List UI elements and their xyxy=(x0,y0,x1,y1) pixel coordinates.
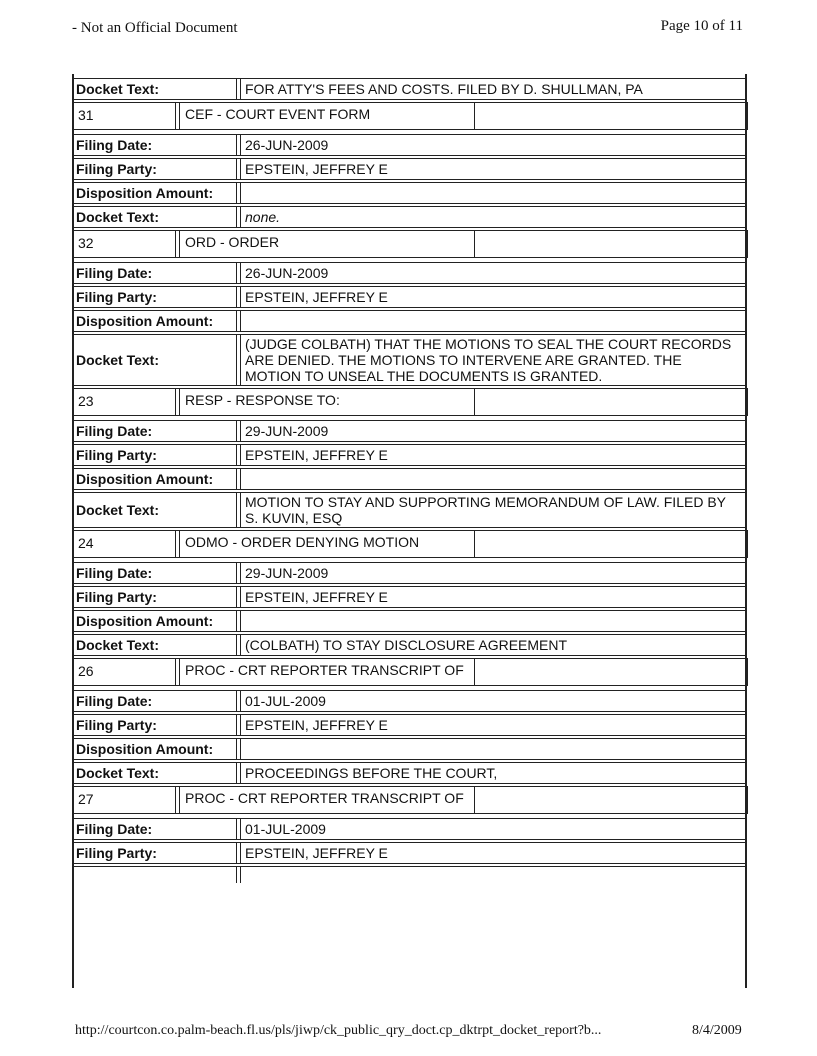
disposition-amount-row xyxy=(72,310,746,332)
docket-entry-header xyxy=(72,230,748,258)
docket-text-label: Docket Text: xyxy=(73,635,237,655)
docket-text-label: Docket Text: xyxy=(73,207,237,227)
filing-party-value: EPSTEIN, JEFFREY E xyxy=(240,843,745,863)
entry-number: 32 xyxy=(73,231,176,257)
filing-party-label: Filing Party: xyxy=(73,287,237,307)
right-page-edge-line xyxy=(745,74,747,988)
filing-date-value: 29-JUN-2009 xyxy=(240,421,745,441)
entry-number: 23 xyxy=(73,389,176,415)
docket-text-row xyxy=(72,206,746,228)
disposition-amount-label: Disposition Amount: xyxy=(73,311,237,331)
disposition-amount-value xyxy=(240,739,745,759)
docket-text-row xyxy=(72,762,746,784)
filing-party-value: EPSTEIN, JEFFREY E xyxy=(240,715,745,735)
disposition-amount-label: Disposition Amount: xyxy=(73,183,237,203)
disposition-amount-row xyxy=(72,182,746,204)
disposition-amount-value xyxy=(240,311,745,331)
filing-date-row xyxy=(72,690,746,712)
filing-date-value: 26-JUN-2009 xyxy=(240,135,745,155)
filing-party-value: EPSTEIN, JEFFREY E xyxy=(240,159,745,179)
filing-date-row xyxy=(72,420,746,442)
docket-text-label: Docket Text: xyxy=(73,79,237,99)
entry-type: RESP - RESPONSE TO: xyxy=(179,389,475,415)
docket-text-row xyxy=(72,78,746,100)
filing-party-label: Filing Party: xyxy=(73,843,237,863)
disposition-amount-label: Disposition Amount: xyxy=(73,469,237,489)
disposition-amount-value xyxy=(240,183,745,203)
docket-text-label: Docket Text: xyxy=(73,493,237,527)
filing-party-label: Filing Party: xyxy=(73,587,237,607)
filing-date-value: 26-JUN-2009 xyxy=(240,263,745,283)
filing-party-label: Filing Party: xyxy=(73,445,237,465)
left-page-edge-line xyxy=(72,74,74,988)
entry-type: ODMO - ORDER DENYING MOTION xyxy=(179,531,475,557)
filing-party-row xyxy=(72,842,746,864)
filing-date-label: Filing Date: xyxy=(73,421,237,441)
filing-date-row xyxy=(72,818,746,840)
entry-type: PROC - CRT REPORTER TRANSCRIPT OF xyxy=(179,787,475,813)
docket-entry-header xyxy=(72,530,748,558)
docket-entry-header xyxy=(72,786,748,814)
filing-date-label: Filing Date: xyxy=(73,819,237,839)
disposition-amount-row xyxy=(72,468,746,490)
entry-type: CEF - COURT EVENT FORM xyxy=(179,103,475,129)
disposition-amount-value xyxy=(240,611,745,631)
docket-text-value: none. xyxy=(240,207,745,227)
filing-date-label: Filing Date: xyxy=(73,135,237,155)
docket-text-value: PROCEEDINGS BEFORE THE COURT, xyxy=(240,763,745,783)
filing-party-row xyxy=(72,158,746,180)
document-disclaimer: - Not an Official Document xyxy=(72,20,238,36)
docket-text-value: (JUDGE COLBATH) THAT THE MOTIONS TO SEAL THE COURT RECORDS ARE DENIED. THE MOTIONS TO INTERVENE ARE GRANTED. THE MOTION TO UNSEAL THE DOCUMENTS IS GRANTED. xyxy=(240,335,745,385)
filing-party-row xyxy=(72,586,746,608)
filing-date-value: 29-JUN-2009 xyxy=(240,563,745,583)
filing-party-row xyxy=(72,444,746,466)
filing-party-label: Filing Party: xyxy=(73,159,237,179)
filing-party-value: EPSTEIN, JEFFREY E xyxy=(240,587,745,607)
disposition-amount-row xyxy=(72,738,746,760)
entry-type: ORD - ORDER xyxy=(179,231,475,257)
entry-number: 31 xyxy=(73,103,176,129)
docket-entry-header xyxy=(72,658,748,686)
filing-date-label: Filing Date: xyxy=(73,563,237,583)
cut-off-row xyxy=(72,866,746,883)
filing-date-row xyxy=(72,134,746,156)
docket-text-value: (COLBATH) TO STAY DISCLOSURE AGREEMENT xyxy=(240,635,745,655)
filing-date-value: 01-JUL-2009 xyxy=(240,819,745,839)
filing-party-row xyxy=(72,714,746,736)
filing-date-row xyxy=(72,262,746,284)
cut-off-label xyxy=(73,867,237,883)
disposition-amount-label: Disposition Amount: xyxy=(73,739,237,759)
docket-text-row xyxy=(72,334,746,386)
page-number: Page 10 of 11 xyxy=(660,18,743,34)
footer-date: 8/4/2009 xyxy=(692,1023,742,1038)
docket-text-row xyxy=(72,492,746,528)
footer-url: http://courtcon.co.palm-beach.fl.us/pls/jiwp/ck_public_qry_doct.cp_dktrpt_docket_report?b... xyxy=(75,1023,602,1038)
docket-report xyxy=(72,78,746,885)
filing-party-value: EPSTEIN, JEFFREY E xyxy=(240,287,745,307)
disposition-amount-value xyxy=(240,469,745,489)
entry-number: 24 xyxy=(73,531,176,557)
docket-text-row xyxy=(72,634,746,656)
filing-date-row xyxy=(72,562,746,584)
filing-party-value: EPSTEIN, JEFFREY E xyxy=(240,445,745,465)
filing-party-label: Filing Party: xyxy=(73,715,237,735)
disposition-amount-row xyxy=(72,610,746,632)
cut-off-value xyxy=(240,867,745,883)
docket-entry-header xyxy=(72,102,748,130)
entry-number: 27 xyxy=(73,787,176,813)
docket-text-label: Docket Text: xyxy=(73,763,237,783)
filing-date-value: 01-JUL-2009 xyxy=(240,691,745,711)
docket-text-label: Docket Text: xyxy=(73,335,237,385)
filing-date-label: Filing Date: xyxy=(73,263,237,283)
entry-number: 26 xyxy=(73,659,176,685)
disposition-amount-label: Disposition Amount: xyxy=(73,611,237,631)
docket-text-value: MOTION TO STAY AND SUPPORTING MEMORANDUM OF LAW. FILED BY S. KUVIN, ESQ xyxy=(240,493,745,527)
entry-type: PROC - CRT REPORTER TRANSCRIPT OF xyxy=(179,659,475,685)
docket-entry-header xyxy=(72,388,748,416)
docket-text-value: FOR ATTY'S FEES AND COSTS. FILED BY D. SHULLMAN, PA xyxy=(240,79,745,99)
filing-party-row xyxy=(72,286,746,308)
filing-date-label: Filing Date: xyxy=(73,691,237,711)
